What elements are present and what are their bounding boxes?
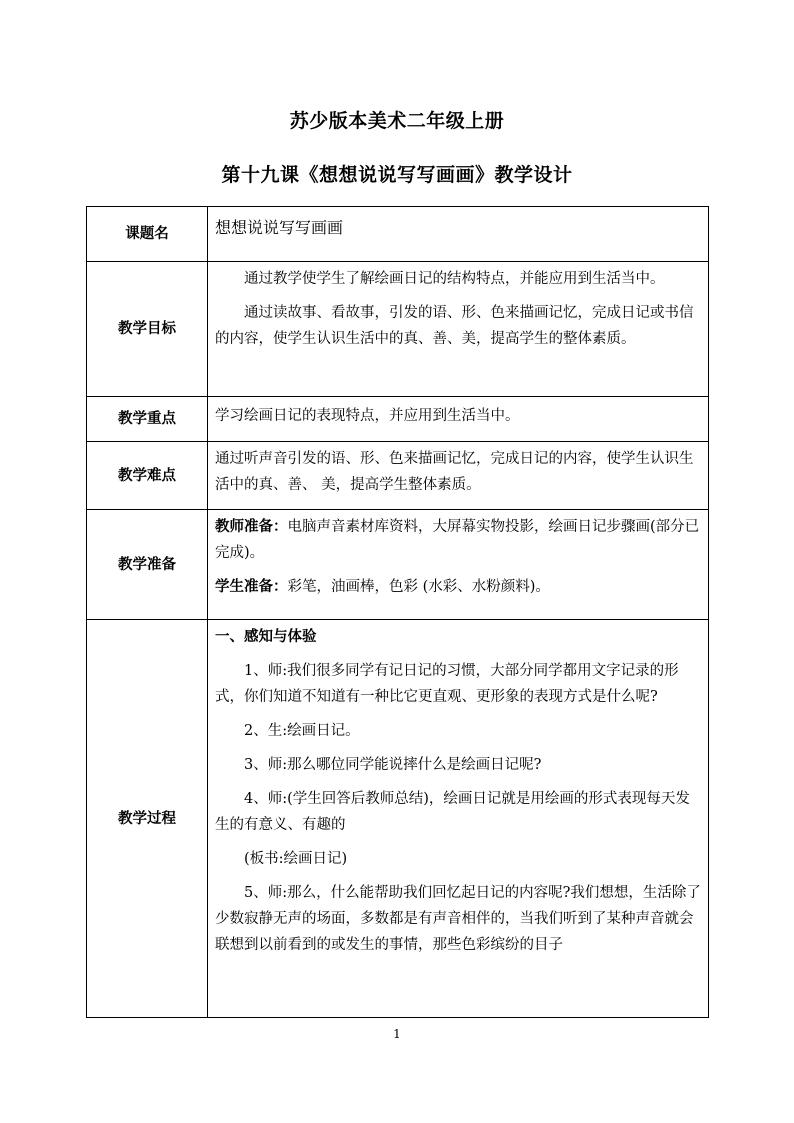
process-paragraph-2: 2、生:绘画日记。 xyxy=(244,723,360,739)
topic-label: 课题名 xyxy=(87,207,208,262)
table-row-topic xyxy=(87,207,709,262)
lesson-subtitle: 第十九课《想想说说写写画画》教学设计 xyxy=(221,164,573,186)
process-heading: 一、感知与体验 xyxy=(215,628,317,645)
table-row-goals xyxy=(87,262,709,397)
process-paragraph-1: 1、师:我们很多同学有记日记的习惯，大部分同学都用文字记录的形式，你们知道不知道有一种比它更直观、更形象的表现方式是什么呢? xyxy=(215,663,679,705)
process-content xyxy=(208,620,709,1018)
page-number: 1 xyxy=(393,1027,401,1041)
key-points-label: 教学重点 xyxy=(87,397,208,442)
student-preparation-label: 学生准备： xyxy=(215,578,288,595)
preparation-label: 教学准备 xyxy=(87,510,208,620)
table-row-preparation xyxy=(87,510,709,620)
key-points-value: 学习绘画日记的表现特点，并应用到生活当中。 xyxy=(208,397,709,442)
process-label: 教学过程 xyxy=(87,620,208,1018)
process-paragraph-4: 4、师:(学生回答后教师总结)，绘画日记就是用绘画的形式表现每天发生的有意义、有趣的 xyxy=(215,791,690,833)
document-title: 苏少版本美术二年级上册 xyxy=(289,110,505,132)
table-row-difficulties xyxy=(87,442,709,510)
lesson-plan-table xyxy=(86,206,709,1018)
preparation-content xyxy=(208,510,709,620)
process-paragraph-3: 3、师:那么哪位同学能说摔什么是绘画日记呢? xyxy=(244,757,542,773)
difficulties-value: 通过听声音引发的语、形、色来描画记忆，完成日记的内容，使学生认识生活中的真、善、 美，提高学生整体素质。 xyxy=(208,442,709,510)
goals-paragraph-2: 通过读故事、看故事，引发的语、形、色来描画记忆，完成日记或书信的内容，使学生认识生活中的真、善、美，提高学生的整体素质。 xyxy=(215,305,694,347)
table-row-key-points xyxy=(87,397,709,442)
teacher-preparation-text: 电脑声音素材库资料，大屏幕实物投影，绘画日记步骤画(部分已完成)。 xyxy=(215,519,700,561)
difficulties-label: 教学难点 xyxy=(87,442,208,510)
topic-value: 想想说说写写画画 xyxy=(208,207,709,262)
goals-paragraph-1: 通过教学使学生了解绘画日记的结构特点，并能应用到生活当中。 xyxy=(244,271,665,287)
process-paragraph-5: (板书:绘画日记) xyxy=(244,851,348,867)
teacher-preparation-label: 教师准备： xyxy=(215,518,288,535)
goals-label: 教学目标 xyxy=(87,262,208,397)
teacher-preparation xyxy=(215,514,702,566)
student-preparation xyxy=(215,574,702,600)
goals-content xyxy=(208,262,709,397)
student-preparation-text: 彩笔，油画棒，色彩 (水彩、水粉颜料)。 xyxy=(287,579,550,595)
process-paragraph-6: 5、师:那么，什么能帮助我们回忆起日记的内容呢?我们想想，生活除了少数寂静无声的场面，多数都是有声音相伴的，当我们听到了某种声音就会联想到以前看到的或发生的事情，那些色彩缤纷的目子 xyxy=(215,885,701,953)
table-row-process xyxy=(87,620,709,1018)
